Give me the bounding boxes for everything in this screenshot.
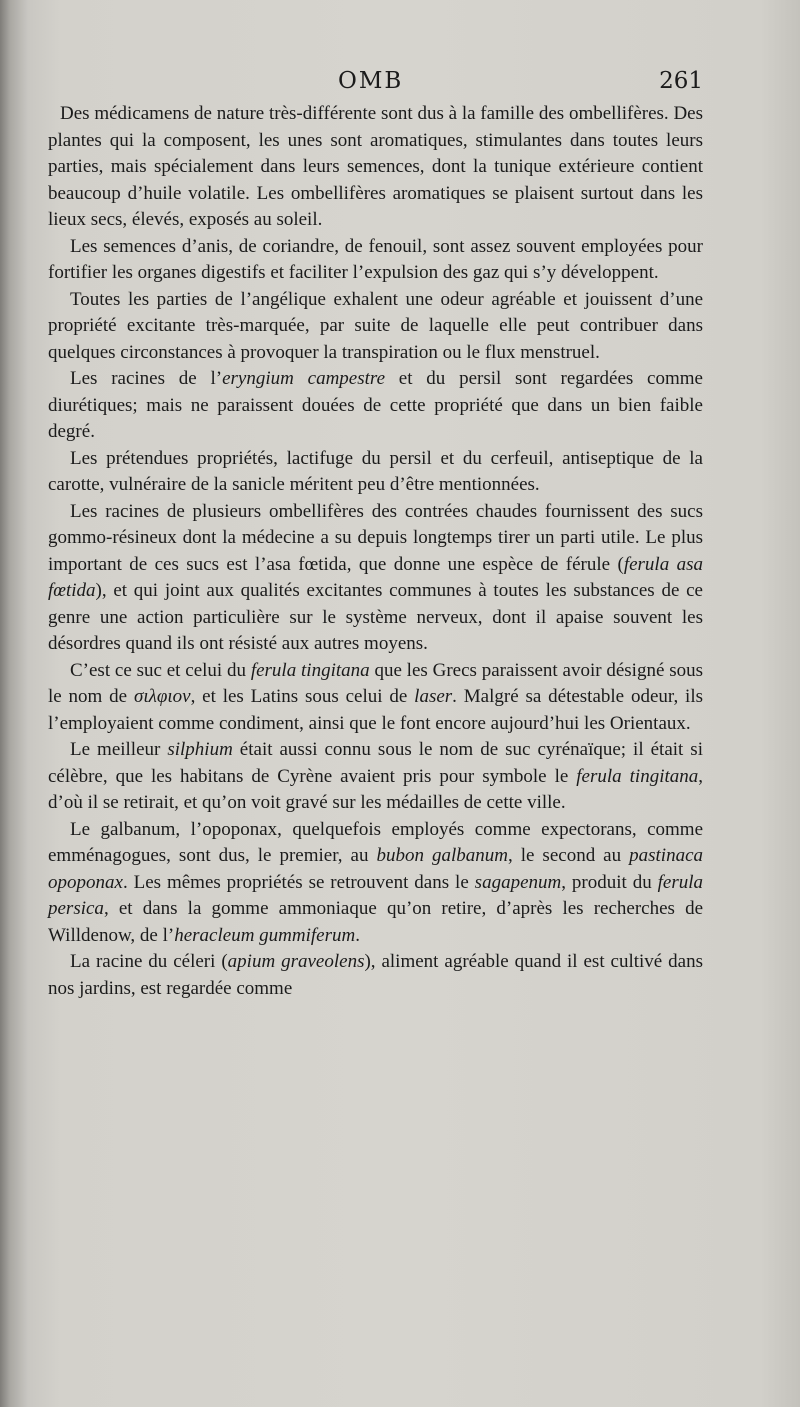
italic-term: ferula tingitana — [250, 659, 370, 681]
running-head: OMB — [338, 68, 404, 94]
text-run: . Malgré sa détestable odeur, ils l’employaient comme condiment, ainsi que le font encore aujourd’hui les Orientaux. — [48, 686, 703, 734]
text-run: Des médicamens de nature très-différente sont dus à la famille des ombellifères. Des plantes qui la composent, les unes sont aromatiques, stimulantes dans toutes leurs parties, mais spécialement dans leurs semences, dont la tunique extérieure contient beaucoup d’huile volatile. Les ombellifères aromatiques se plaisent surtout dans les lieux secs, élevés, exposés au soleil. — [48, 103, 703, 230]
text-run: ), aliment agréable quand il est cultivé dans nos jardins, est regardée comme — [48, 951, 703, 999]
text-run: Les racines de plusieurs ombellifères des contrées chaudes fournissent des sucs gommo-résineux dont la médecine a su depuis longtemps tirer un parti utile. Le plus important de ces sucs est l’asa fœtida, que donne une espèce de férule ( — [48, 500, 703, 575]
italic-term: sagapenum — [474, 871, 562, 893]
text-run: Les prétendues propriétés, lactifuge du persil et du cerfeuil, antiseptique de la carotte, vulnéraire de la sanicle méritent peu d’être mentionnées. — [48, 447, 703, 495]
text-run: . — [355, 924, 360, 946]
text-run: , d’où il se retirait, et qu’on voit gravé sur les médailles de cette ville. — [48, 765, 704, 813]
paragraph — [48, 366, 703, 446]
text-run: Le galbanum, l’opoponax, quelquefois employés comme expectorans, comme emménagogues, sont dus, le premier, au — [48, 818, 703, 866]
paragraph — [48, 446, 703, 499]
paragraph — [48, 658, 703, 738]
italic-term: σιλφιον — [133, 686, 191, 707]
text-run: . Les mêmes propriétés se retrouvent dans le — [122, 871, 475, 893]
paragraph — [48, 817, 703, 950]
italic-term: apium graveolens — [227, 951, 365, 972]
italic-term: heracleum gummiferum — [174, 924, 356, 946]
body-text — [48, 101, 703, 1002]
italic-term: bubon galbanum — [376, 845, 508, 866]
text-run: Les semences d’anis, de coriandre, de fenouil, sont assez souvent employées pour fortifier les organes digestifs et faciliter l’expulsion des gaz qui s’y développent. — [48, 235, 703, 283]
text-run: , et dans la gomme ammoniaque qu’on retire, d’après les recherches de Willdenow, de l’ — [48, 898, 703, 946]
paragraph — [48, 234, 703, 287]
text-run: C’est ce suc et celui du — [70, 659, 251, 681]
italic-term: ferula persica — [48, 871, 703, 919]
paragraph — [48, 499, 703, 658]
text-run: Toutes les parties de l’angélique exhalent une odeur agréable et jouissent d’une propriété excitante très-marquée, par suite de laquelle elle peut contribuer dans quelques circonstances à provoquer la transpiration ou le flux menstruel. — [48, 288, 703, 363]
italic-term: ferula asa fœtida — [48, 553, 703, 601]
text-run: Le meilleur — [70, 739, 168, 760]
paragraph — [48, 737, 703, 817]
paragraph — [48, 949, 703, 1002]
page-number: 261 — [659, 68, 703, 94]
italic-term: pastinaca opoponax — [48, 845, 704, 893]
text-run: La racine du céleri ( — [70, 951, 228, 972]
text-run: était aussi connu sous le nom de suc cyrénaïque; il était si célèbre, que les habitans de Cyrène avaient pris pour symbole le — [48, 739, 703, 787]
text-run: , et les Latins sous celui de — [190, 686, 415, 707]
text-run: et du persil sont regardées comme diurétiques; mais ne paraissent douées de cette propriété que dans un bien faible degré. — [48, 368, 703, 442]
text-run: ), et qui joint aux qualités excitantes communes à toutes les substances de ce genre une action particulière sur le système nerveux, dont il apaise souvent les désordres quand ils ont résisté aux autres moyens. — [48, 580, 703, 654]
text-run: , le second au — [507, 845, 630, 866]
text-run: , produit du — [561, 871, 658, 893]
italic-term: ferula tingitana — [576, 765, 699, 787]
page-header — [48, 68, 703, 102]
text-run: que les Grecs paraissent avoir désigné sous le nom de — [48, 659, 703, 707]
italic-term: silphium — [167, 739, 233, 760]
paragraph — [48, 287, 703, 367]
text-run: Les racines de l’ — [70, 368, 223, 389]
italic-term: laser — [414, 686, 453, 707]
italic-term: eryngium campestre — [222, 368, 386, 389]
paragraph — [48, 101, 703, 234]
